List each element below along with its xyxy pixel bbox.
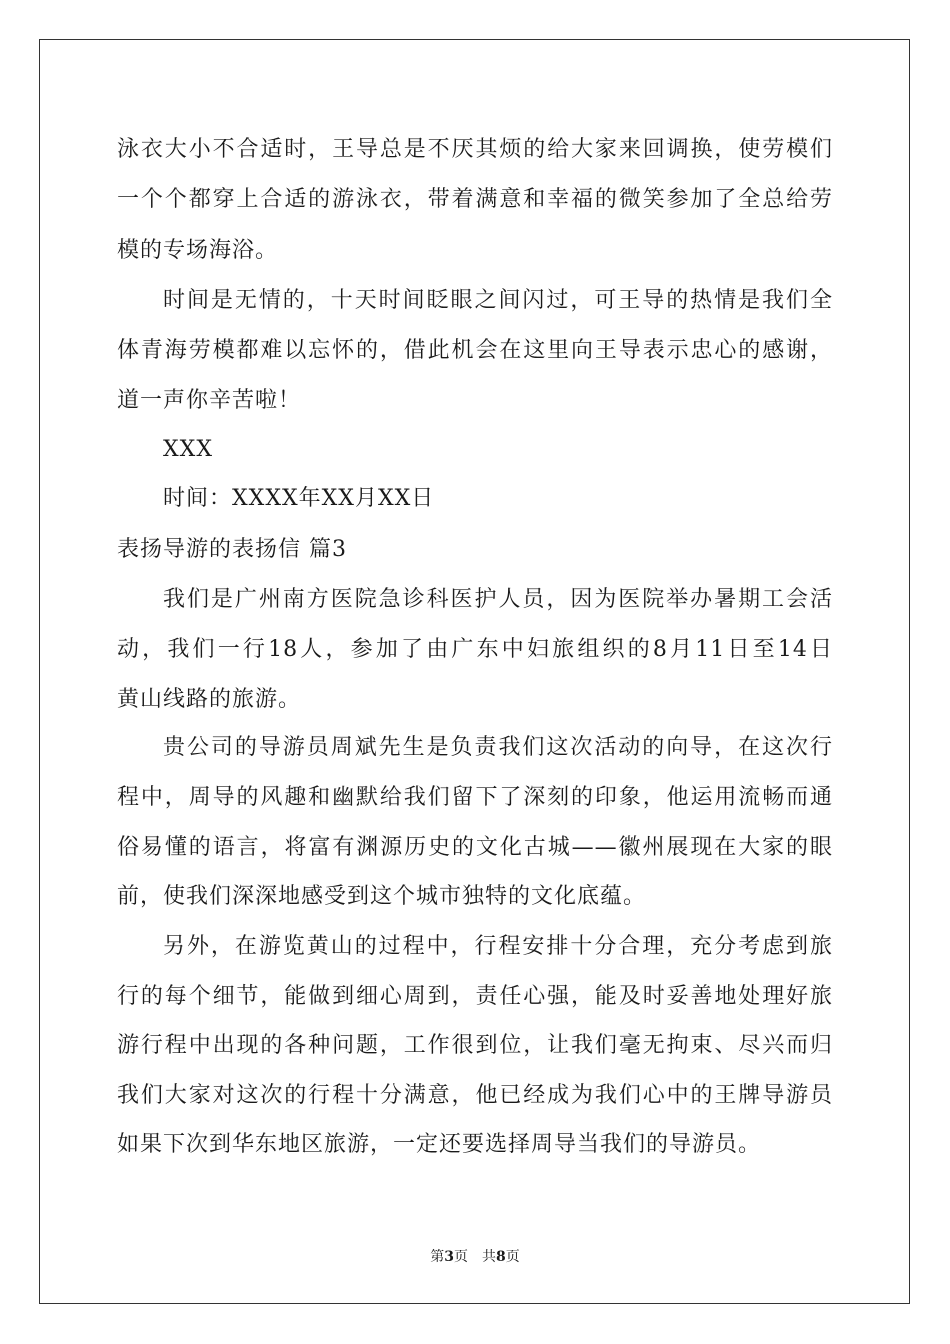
body-line: 前，使我们深深地感受到这个城市独特的文化底蕴。 — [117, 884, 647, 909]
body-line: 动，我们一行18人，参加了由广东中妇旅组织的8月11日至14日 — [117, 637, 833, 662]
body-line: 泳衣大小不合适时，王导总是不厌其烦的给大家来回调换，使劳模们 — [117, 137, 833, 162]
body-line: 体青海劳模都难以忘怀的，借此机会在这里向王导表示忠心的感谢， — [117, 338, 833, 363]
body-line: 俗易懂的语言，将富有渊源历史的文化古城——徽州展现在大家的眼 — [117, 835, 833, 860]
body-line: 我们大家对这次的行程十分满意，他已经成为我们心中的王牌导游员 — [117, 1083, 833, 1108]
body-line: 行的每个细节，能做到细心周到，责任心强，能及时妥善地处理好旅 — [117, 984, 833, 1009]
footer-page-mid: 页 共 — [454, 1249, 496, 1265]
footer-page-prefix: 第 — [430, 1249, 445, 1265]
body-line: 游行程中出现的各种问题，工作很到位，让我们毫无拘束、尽兴而归 — [117, 1033, 833, 1058]
page-footer — [0, 1247, 950, 1267]
section-heading: 表扬导游的表扬信 篇3 — [117, 537, 347, 562]
body-line: 如果下次到华东地区旅游，一定还要选择周导当我们的导游员。 — [117, 1132, 762, 1157]
footer-current-page: 3 — [444, 1249, 454, 1265]
signature-date: 时间：XXXX年XX月XX日 — [163, 486, 435, 511]
body-line: 时间是无情的，十天时间眨眼之间闪过，可王导的热情是我们全 — [163, 288, 833, 313]
signature-name: XXX — [163, 437, 213, 462]
page-frame — [39, 39, 910, 1304]
body-line: 一个个都穿上合适的游泳衣，带着满意和幸福的微笑参加了全总给劳 — [117, 187, 833, 212]
body-line: 黄山线路的旅游。 — [117, 687, 302, 712]
body-line: 模的专场海浴。 — [117, 238, 279, 263]
body-line: 贵公司的导游员周斌先生是负责我们这次活动的向导，在这次行 — [163, 735, 833, 760]
footer-page-suffix: 页 — [505, 1249, 520, 1265]
body-line: 道一声你辛苦啦！ — [117, 388, 302, 413]
footer-total-pages: 8 — [496, 1249, 506, 1265]
body-line: 程中，周导的风趣和幽默给我们留下了深刻的印象，他运用流畅而通 — [117, 785, 833, 810]
body-line: 另外，在游览黄山的过程中，行程安排十分合理，充分考虑到旅 — [163, 934, 833, 959]
body-line: 我们是广州南方医院急诊科医护人员，因为医院举办暑期工会活 — [163, 587, 833, 612]
